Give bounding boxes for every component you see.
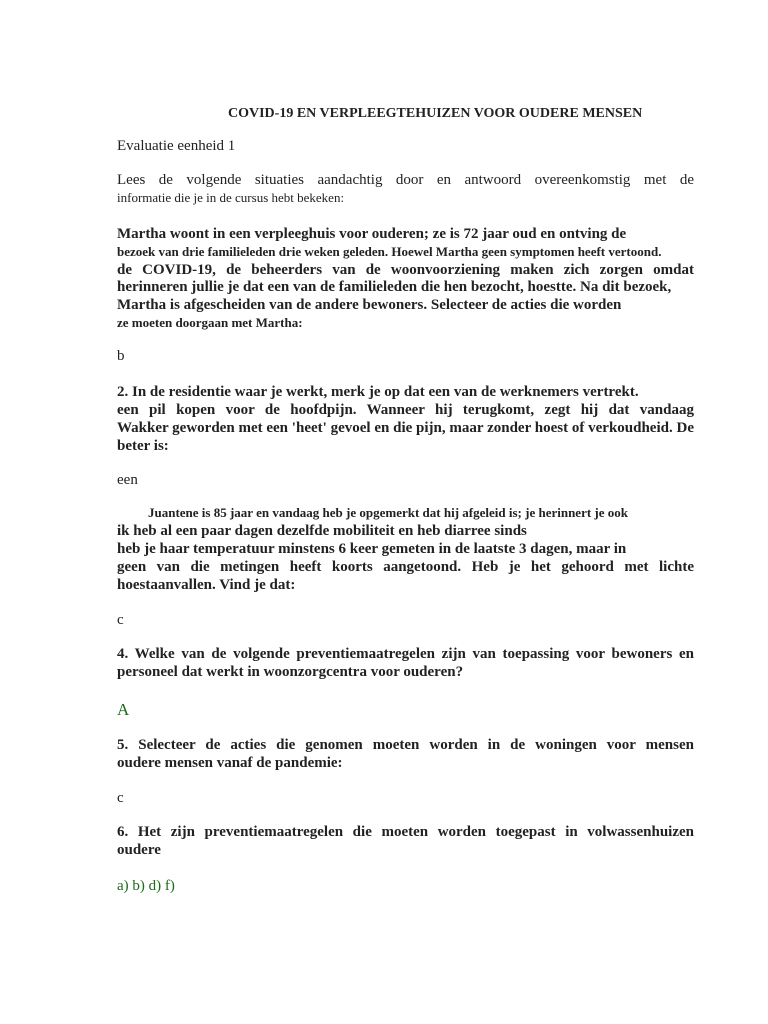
question-1-line-1: Martha woont in een verpleeghuis voor ouderen; ze is 72 jaar oud en ontving de <box>117 226 627 242</box>
document-title: COVID-19 EN VERPLEEGTEHUIZEN VOOR OUDERE MENSEN <box>228 106 643 121</box>
question-5-line-1: 5. Selecteer de acties die genomen moeten worden in de woningen voor mensen <box>117 737 694 753</box>
document-subtitle: Evaluatie eenheid 1 <box>117 138 236 154</box>
question-2-line-3: Wakker geworden met een 'heet' gevoel en die pijn, maar zonder hoest of verkoudheid. De <box>117 420 694 436</box>
question-2-line-1: 2. In de residentie waar je werkt, merk je op dat een van de werknemers vertrekt. <box>117 384 639 400</box>
question-3-line-1: Juantene is 85 jaar en vandaag heb je opgemerkt dat hij afgeleid is; je herinnert je ook <box>148 505 629 520</box>
intro-line-2: informatie die je in de cursus hebt bekeken: <box>117 190 345 205</box>
answer-2: een <box>117 472 138 488</box>
answer-6: a) b) d) f) <box>117 878 175 894</box>
question-2-line-4: beter is: <box>117 438 169 454</box>
question-1-line-5: Martha is afgescheiden van de andere bewoners. Selecteer de acties die worden <box>117 297 622 313</box>
intro-line-1: Lees de volgende situaties aandachtig door en antwoord overeenkomstig met de <box>117 172 694 188</box>
question-3-line-4: geen van die metingen heeft koorts aangetoond. Heb je het gehoord met lichte <box>117 559 694 575</box>
question-1-line-4: herinneren jullie je dat een van de familieleden die hen bezocht, hoestte. Na dit bezoek, <box>117 279 672 295</box>
question-6-line-1: 6. Het zijn preventiemaatregelen die moeten worden toegepast in volwassenhuizen <box>117 824 694 840</box>
question-6-line-2: oudere <box>117 842 161 858</box>
question-5-line-2: oudere mensen vanaf de pandemie: <box>117 755 343 771</box>
question-1-line-2: bezoek van drie familieleden drie weken geleden. Hoewel Martha geen symptomen heeft vertoond. <box>117 244 662 259</box>
answer-5: c <box>117 790 124 806</box>
question-1-line-3: de COVID-19, de beheerders van de woonvoorziening maken zich zorgen omdat <box>117 262 694 278</box>
answer-1: b <box>117 348 125 364</box>
question-3-line-2: ik heb al een paar dagen dezelfde mobiliteit en heb diarree sinds <box>117 523 527 539</box>
question-1-line-6: ze moeten doorgaan met Martha: <box>117 315 303 330</box>
question-3-line-5: hoestaanvallen. Vind je dat: <box>117 577 296 593</box>
answer-3: c <box>117 612 124 628</box>
question-4-line-2: personeel dat werkt in woonzorgcentra voor ouderen? <box>117 664 464 680</box>
question-2-line-2: een pil kopen voor de hoofdpijn. Wanneer hij terugkomt, zegt hij dat vandaag <box>117 402 694 418</box>
answer-4: A <box>117 700 130 719</box>
question-4-line-1: 4. Welke van de volgende preventiemaatregelen zijn van toepassing voor bewoners en <box>117 646 694 662</box>
question-3-line-3: heb je haar temperatuur minstens 6 keer gemeten in de laatste 3 dagen, maar in <box>117 541 627 557</box>
